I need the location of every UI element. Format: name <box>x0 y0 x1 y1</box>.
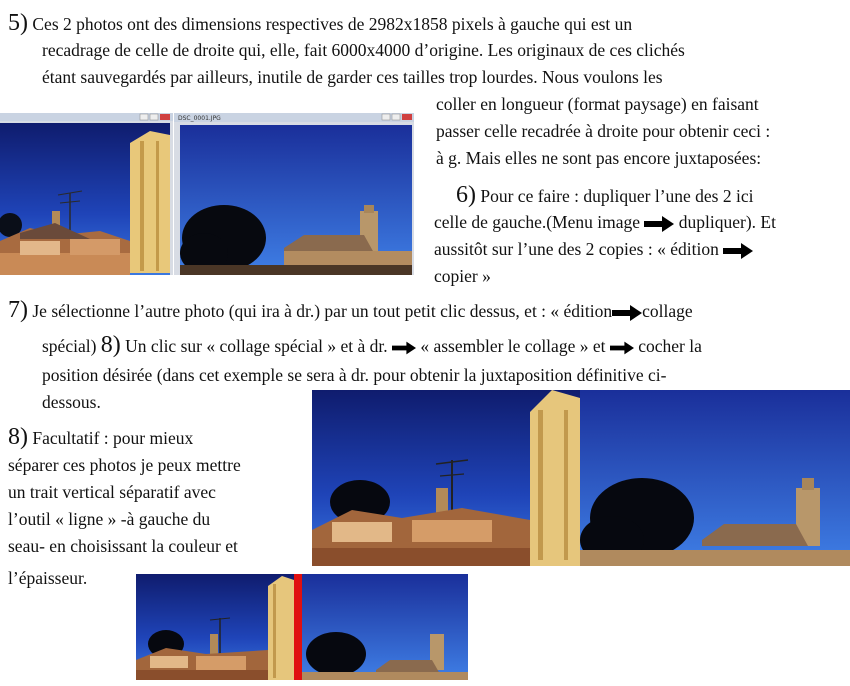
text: « assembler le collage » et <box>420 336 606 356</box>
arrow-right-icon <box>612 305 642 321</box>
step8-line5: seau- en choisissant la couleur et <box>8 536 238 556</box>
step7-line4: dessous. <box>42 392 101 412</box>
step5-line6: à g. Mais elles ne sont pas encore juxtaposées: <box>436 148 762 168</box>
text: aussitôt sur l’une des 2 copies : « édition <box>434 239 719 259</box>
right-photo <box>174 113 414 275</box>
combined-photo <box>312 390 850 566</box>
step8-line2: séparer ces photos je peux mettre <box>8 455 241 475</box>
arrow-right-icon <box>644 216 674 232</box>
arrow-right-icon <box>392 341 416 355</box>
text: Je sélectionne l’autre photo (qui ira à dr.) par un tout petit clic dessus, et : « édition <box>32 301 613 321</box>
text: Pour ce faire : dupliquer l’une des 2 ici <box>480 186 754 206</box>
text: Ces 2 photos ont des dimensions respectives de 2982x1858 pixels à gauche qui est un <box>32 14 633 34</box>
step-number: 7) <box>8 297 28 323</box>
step-number: 6) <box>456 182 476 208</box>
step8-line1 <box>8 424 193 452</box>
step-number: 8) <box>100 332 121 358</box>
step6-line2 <box>434 209 776 236</box>
text: Facultatif : pour mieux <box>32 428 194 448</box>
text: collage <box>642 301 693 321</box>
text: dupliquer). Et <box>678 212 776 232</box>
step-number: 5) <box>8 10 28 36</box>
text: celle de gauche.(Menu image <box>434 212 641 232</box>
arrow-right-icon <box>723 243 753 259</box>
step7-line2 <box>42 332 702 360</box>
step5-line5: passer celle recadrée à droite pour obtenir ceci : <box>436 121 771 141</box>
step6-line3 <box>434 236 753 263</box>
step8-line4: l’outil « ligne » -à gauche du <box>8 509 211 529</box>
step5-line1 <box>8 10 632 38</box>
separator-line <box>294 574 302 680</box>
arrow-right-icon <box>610 341 634 355</box>
left-image-window <box>0 113 173 275</box>
step8-line3: un trait vertical séparatif avec <box>8 482 216 502</box>
text: cocher la <box>638 336 702 356</box>
text: Un clic sur « collage spécial » et à dr. <box>125 336 388 356</box>
step5-line3: étant sauvegardés par ailleurs, inutile de garder ces tailles trop lourdes. Nous voulons les <box>42 67 663 87</box>
step7-line3: position désirée (dans cet exemple se sera à dr. pour obtenir la juxtaposition définitive ci- <box>42 365 667 385</box>
window-title: DSC_0001.JPG <box>178 115 221 122</box>
left-photo <box>0 113 173 275</box>
step5-line4: coller en longueur (format paysage) en faisant <box>436 94 759 114</box>
separated-photo <box>136 574 468 680</box>
right-image-window <box>174 113 414 275</box>
step8-line6: l’épaisseur. <box>8 568 88 588</box>
text: spécial) <box>42 336 97 356</box>
step6-line4: copier » <box>434 266 491 286</box>
step-number: 8) <box>8 424 28 450</box>
step7-line1 <box>8 297 693 325</box>
step5-line2: recadrage de celle de droite qui, elle, fait 6000x4000 d’origine. Les originaux de ces clichés <box>42 40 685 60</box>
step6-line1 <box>456 182 753 210</box>
